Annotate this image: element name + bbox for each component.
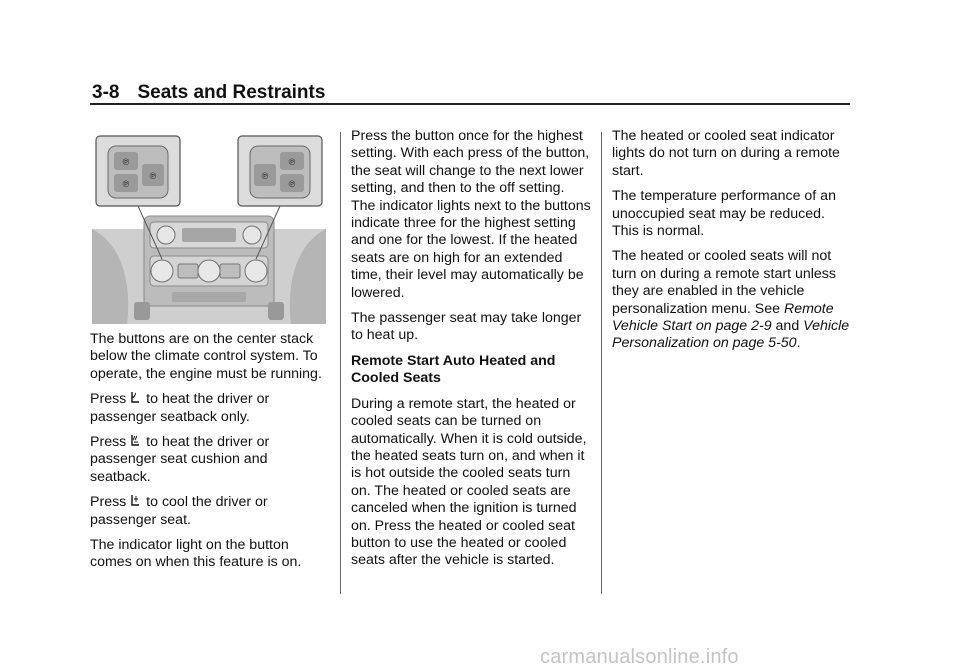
column-divider	[340, 132, 341, 594]
svg-text:℗: ℗	[261, 171, 269, 181]
paragraph	[612, 248, 852, 352]
paragraph	[90, 391, 330, 426]
paragraph: During a remote start, the heated or cooled seats can be turned on automatically. When it is cold outside, the heated seats turn on, and when it is hot outside the cooled seats turn on. The heated or cooled seats are canceled when the ignition is turned on. Press the heated or cooled seat button to use the heated or cooled seats after the vehicle is started.	[351, 395, 587, 569]
paragraph-text: Press	[90, 434, 127, 451]
cross-reference-link[interactable]: Vehicle Personalization on page 5-50	[612, 318, 850, 352]
paragraph-text: .	[796, 335, 801, 352]
paragraph: The buttons are on the center stack below the climate control system. To operate, the engine must be running.	[90, 331, 322, 382]
paragraph-text: to cool the driver or passenger seat.	[90, 494, 268, 528]
column-divider	[601, 132, 602, 594]
section-heading: Remote Start Auto Heated and Cooled Seats	[351, 352, 556, 387]
cooled-seat-icon	[130, 494, 140, 508]
page-header	[92, 82, 325, 104]
paragraph: Press the button once for the highest setting. With each press of the button, the seat will change to the next lower setting, and then to the off setting. The indicator lights next to the buttons indicate three for the highest setting and one for the lowest. If the heated seats are on high for an extended time, their level may automatically be lowered.	[351, 128, 591, 301]
paragraph: The indicator light on the button comes on when this feature is on.	[90, 537, 302, 571]
heated-cushion-icon	[130, 434, 140, 448]
paragraph	[90, 494, 330, 529]
paragraph-text: to heat the driver or passenger seatback only.	[90, 391, 270, 425]
header-rule	[90, 103, 850, 105]
svg-text:℗: ℗	[122, 179, 130, 189]
svg-text:℗: ℗	[288, 179, 296, 189]
svg-text:℗: ℗	[122, 157, 130, 167]
svg-text:℗: ℗	[149, 171, 157, 181]
svg-text:℗: ℗	[288, 157, 296, 167]
section-title: Seats and Restraints	[137, 82, 326, 103]
paragraph: The passenger seat may take longer to heat up.	[351, 310, 582, 344]
paragraph-text: The heated or cooled seats will not turn on during a remote start unless they are enabled in the vehicle personalization menu. See	[612, 248, 836, 317]
paragraph-text: Press	[90, 391, 127, 408]
column-2	[351, 128, 591, 578]
paragraph-text: and	[775, 318, 800, 335]
paragraph	[90, 434, 330, 486]
seat-controls-illustration	[92, 134, 326, 324]
paragraph: The heated or cooled seat indicator lights do not turn on during a remote start.	[612, 128, 840, 179]
column-3	[612, 128, 852, 361]
section-number: 3-8	[92, 82, 120, 103]
watermark: carmanualsonline.info	[540, 646, 739, 668]
paragraph-text: Press	[90, 494, 127, 511]
paragraph-text: to heat the driver or passenger seat cushion and seatback.	[90, 434, 270, 485]
cross-reference-link[interactable]: Remote Vehicle Start on page 2-9	[612, 300, 834, 335]
column-1-text	[90, 331, 330, 580]
paragraph: The temperature performance of an unoccupied seat may be reduced. This is normal.	[612, 188, 836, 240]
heated-seatback-icon	[130, 391, 140, 405]
